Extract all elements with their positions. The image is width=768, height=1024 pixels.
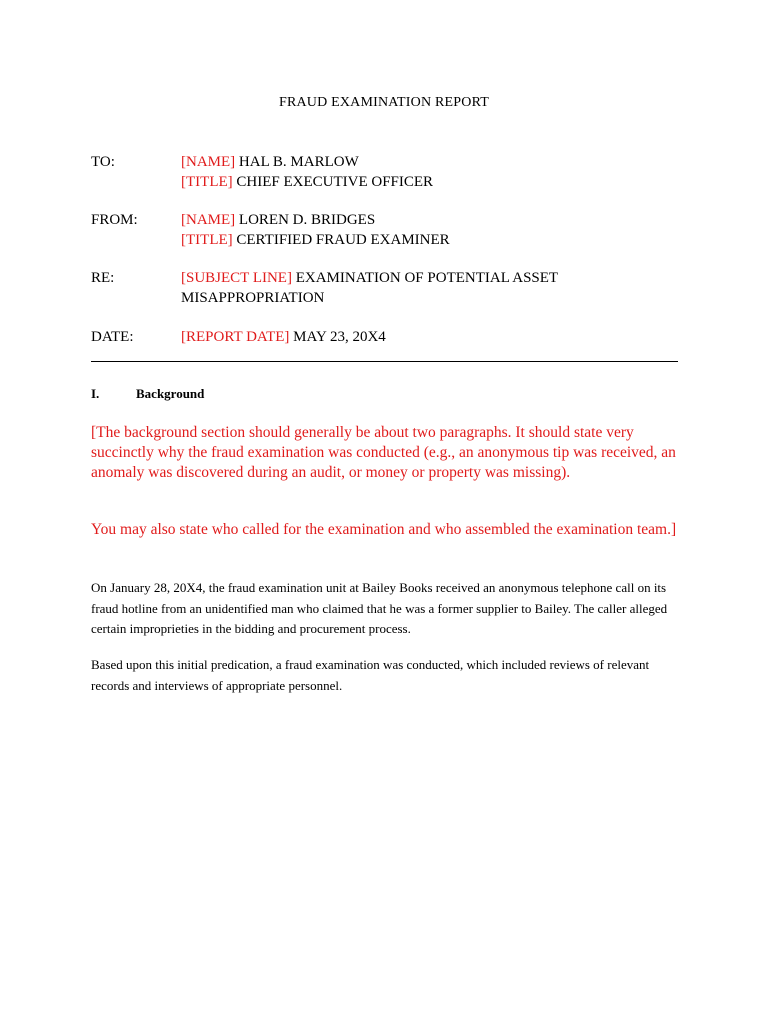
section-title: Background	[136, 386, 205, 401]
to-title: CHIEF EXECUTIVE OFFICER	[232, 174, 434, 190]
section-number: I.	[91, 386, 100, 401]
body-paragraph: On January 28, 20X4, the fraud examination unit at Bailey Books received an anonymous telephone call on its fraud hotline from an unidentified man who claimed that he was a former supplier to Bailey. The caller alleged certain improprieties in the bidding and procurement process.	[91, 580, 668, 636]
from-title: CERTIFIED FRAUD EXAMINER	[232, 232, 450, 248]
body-paragraph: Based upon this initial predication, a fraud examination was conducted, which included reviews of relevant records and interviews of appropriate personnel.	[91, 657, 650, 693]
from-name-tag: [NAME]	[181, 212, 236, 228]
to-label: TO:	[91, 154, 115, 170]
from-value	[181, 210, 621, 250]
re-value	[181, 268, 621, 308]
to-name-tag: [NAME]	[181, 154, 236, 170]
report-title: FRAUD EXAMINATION REPORT	[278, 95, 490, 110]
re-subject: EXAMINATION OF POTENTIAL ASSET MISAPPROPRIATION	[181, 270, 558, 306]
from-label: FROM:	[91, 212, 138, 228]
header-divider	[91, 361, 678, 362]
re-label: RE:	[91, 270, 115, 286]
date-value	[181, 327, 621, 347]
from-name: LOREN D. BRIDGES	[235, 212, 376, 228]
to-title-tag: [TITLE]	[181, 174, 233, 190]
from-title-tag: [TITLE]	[181, 232, 233, 248]
to-value	[181, 152, 621, 192]
to-name: HAL B. MARLOW	[235, 154, 359, 170]
date-tag: [REPORT DATE]	[181, 329, 290, 345]
report-date: MAY 23, 20X4	[289, 329, 386, 345]
re-subject-tag: [SUBJECT LINE]	[181, 270, 292, 286]
instruction-paragraph: [The background section should generally be about two paragraphs. It should state very succinctly why the fraud examination was conducted (e.g., an anonymous tip was received, an anomaly was discovered during an audit, or money or property was missing).	[91, 424, 676, 481]
instruction-paragraph: You may also state who called for the examination and who assembled the examination team.]	[91, 521, 677, 538]
date-label: DATE:	[91, 329, 134, 345]
